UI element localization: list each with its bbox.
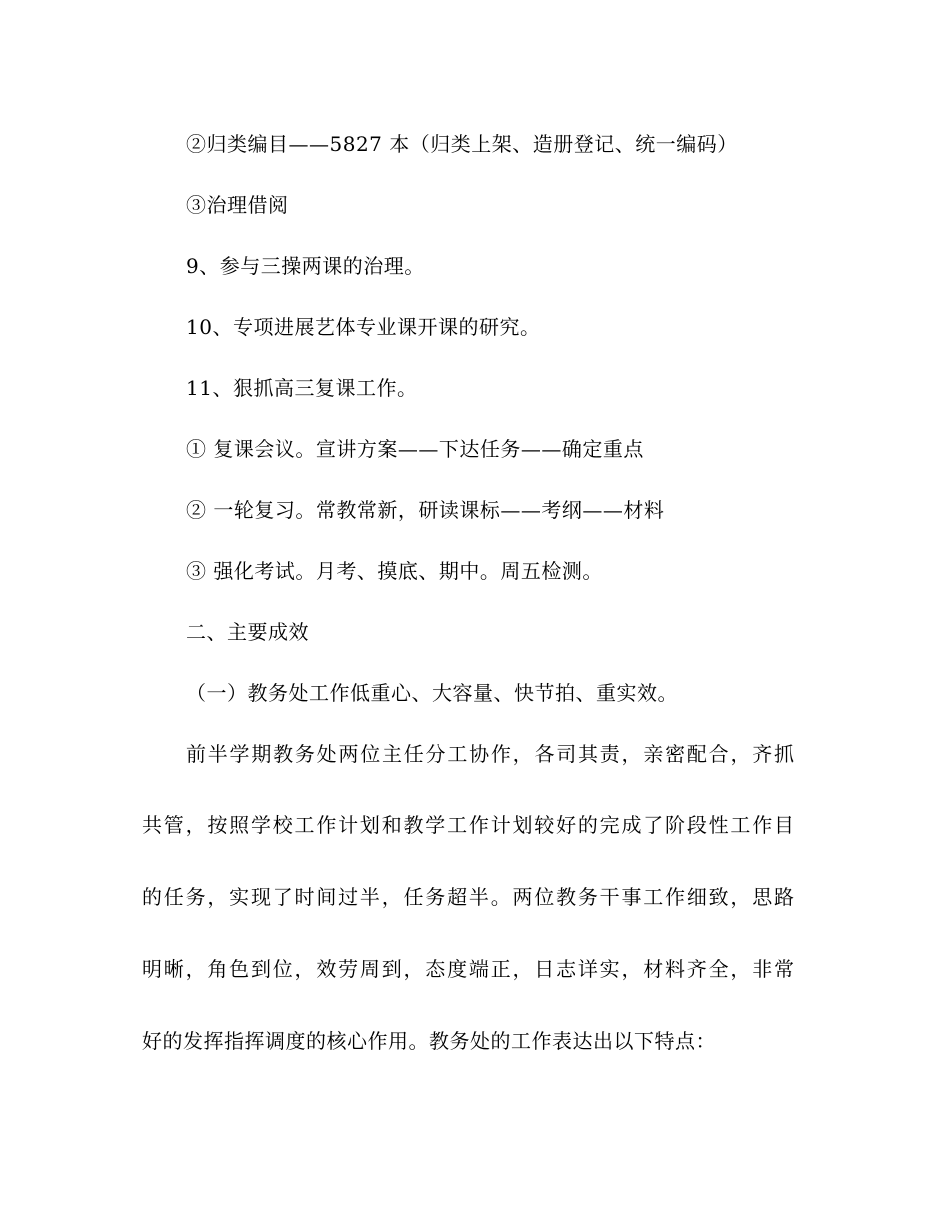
lending-management-line: ③治理借阅 [186, 193, 289, 217]
review-meeting-line: ① 复课会议。宣讲方案——下达任务——确定重点 [186, 437, 644, 461]
paragraph-line-5: 好的发挥指挥调度的核心作用。教务处的工作表达出以下特点： [142, 1029, 716, 1053]
catalog-item-line: ②归类编目——5827 本（归类上架、造册登记、统一编码） [186, 132, 738, 156]
exam-strengthening-line: ③ 强化考试。月考、摸底、期中。周五检测。 [186, 559, 603, 583]
paragraph-line-3: 的任务，实现了时间过半，任务超半。两位教务干事工作细致，思路 [142, 885, 794, 909]
section-heading: 二、主要成效 [186, 620, 309, 644]
item-11-line: 11、狠抓高三复课工作。 [186, 376, 418, 400]
paragraph-line-2: 共管，按照学校工作计划和教学工作计划较好的完成了阶段性工作目 [142, 813, 794, 837]
paragraph-line-1: 前半学期教务处两位主任分工协作，各司其责，亲密配合，齐抓 [186, 742, 794, 766]
paragraph-line-4: 明晰，角色到位，效劳周到，态度端正，日志详实，材料齐全，非常 [142, 957, 794, 981]
subsection-heading: （一）教务处工作低重心、大容量、快节拍、重实效。 [186, 681, 678, 705]
item-10-line: 10、专项进展艺体专业课开课的研究。 [186, 315, 541, 339]
item-9-line: 9、参与三操两课的治理。 [186, 254, 425, 278]
first-round-review-line: ② 一轮复习。常教常新，研读课标——考纲——材料 [186, 498, 665, 522]
